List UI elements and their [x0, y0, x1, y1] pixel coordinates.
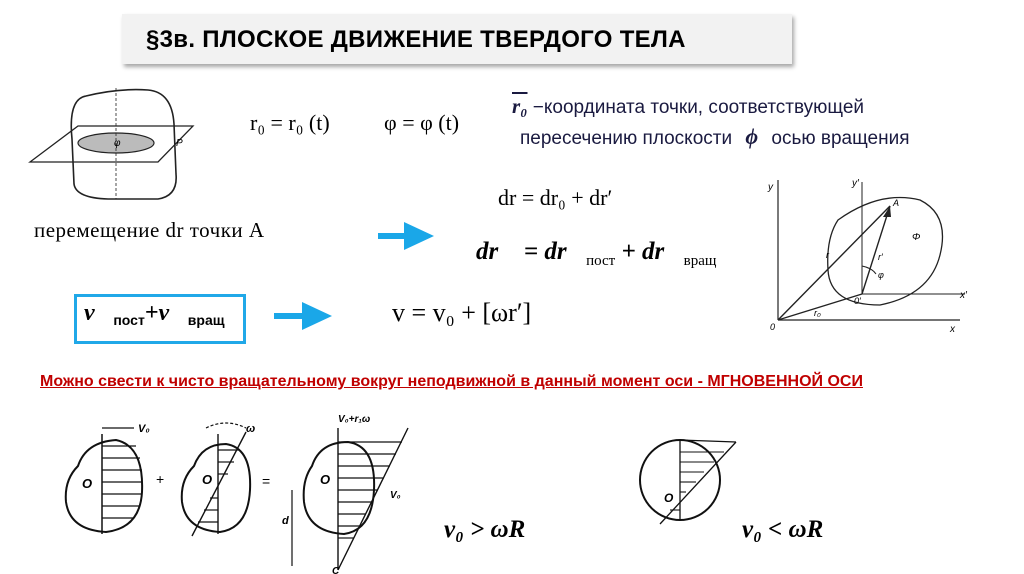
- box-v: v⃗: [84, 300, 114, 326]
- description-line2a: пересечению плоскости: [520, 128, 733, 149]
- box-vrash-sub: вращ: [187, 312, 225, 328]
- origin-label: 0: [770, 322, 776, 332]
- o-prime-label: 0′: [854, 296, 861, 306]
- dr-equation: dr = dr₀ + dr′: [498, 185, 613, 210]
- condition-right: v₀ < ωR: [742, 516, 824, 543]
- x-axis-label: x: [950, 324, 955, 335]
- point-a-label: A: [893, 198, 900, 208]
- v0-label-1: V₀: [138, 423, 150, 435]
- phi-small-label: φ: [114, 138, 121, 149]
- phi-equation: φ = φ (t): [384, 110, 460, 135]
- o-label-1: O: [82, 476, 93, 491]
- r0-equation: r₀ = r₀ (t): [250, 110, 330, 135]
- page-title: §3в. ПЛОСКОЕ ДВИЖЕНИЕ ТВЕРДОГО ТЕЛА: [146, 26, 686, 53]
- dr-vector-main: dr⃗ = dr⃗: [476, 238, 587, 265]
- distance-d-label: d: [282, 515, 289, 527]
- rolling-circle-figure: [630, 428, 750, 528]
- description-line1: −координата точки, соответствующей: [532, 97, 865, 118]
- dr-post-sub: пост: [586, 253, 616, 269]
- displacement-label: перемещение dr точки A: [34, 218, 265, 242]
- coordinate-figure: [750, 170, 980, 338]
- x-prime-label: x′: [960, 290, 967, 301]
- equals-sign: =: [262, 473, 271, 489]
- v-equation: v = v₀ + [ωr′]: [392, 298, 532, 327]
- box-plus: +v⃗: [144, 300, 188, 326]
- plus-sign: +: [156, 471, 165, 487]
- v0-label-3: V₀: [390, 490, 401, 501]
- o-label-2: O: [202, 472, 213, 487]
- plane-section-figure: [28, 84, 198, 204]
- y-prime-label: y′: [852, 178, 859, 189]
- phi-angle-label: φ: [878, 270, 884, 280]
- condition-left: v₀ > ωR: [444, 516, 526, 543]
- point-c-label: C: [332, 566, 340, 574]
- r0-vector-label: r₀: [512, 94, 528, 118]
- box-post-sub: пост: [113, 312, 145, 328]
- y-axis-label: y: [768, 182, 773, 193]
- arrow-right-2: [274, 313, 304, 319]
- arrow-right-1: [378, 233, 406, 239]
- arrow-head-2: [302, 302, 332, 330]
- dr-plus: + dr⃗: [615, 238, 684, 265]
- phi-region-label: Φ: [912, 232, 921, 243]
- r-prime-label: r′: [878, 252, 883, 262]
- r-label: r: [826, 250, 829, 260]
- p-label: P: [176, 138, 183, 149]
- o-label-3: O: [320, 472, 331, 487]
- description-line2b: осью вращения: [771, 128, 910, 149]
- velocity-decomposition-figure: [56, 406, 428, 574]
- dr-vector-equation: [476, 238, 716, 270]
- r0-label: r₀: [814, 308, 821, 318]
- o-label-circle: O: [664, 491, 674, 505]
- phi-symbol: ϕ: [745, 124, 759, 149]
- dr-vrash-sub: вращ: [683, 253, 717, 269]
- arrow-head-1: [404, 222, 434, 250]
- omega-label: ω: [246, 423, 256, 435]
- v0-plus-r1-omega-label: V₀+r₁ω: [338, 414, 371, 425]
- r0-description: [512, 92, 910, 153]
- velocity-sum-expression: [84, 300, 225, 328]
- instantaneous-axis-statement: Можно свести к чисто вращательному вокруг неподвижной в данный момент оси - МГНОВЕННОЙ ОСИ: [40, 373, 863, 390]
